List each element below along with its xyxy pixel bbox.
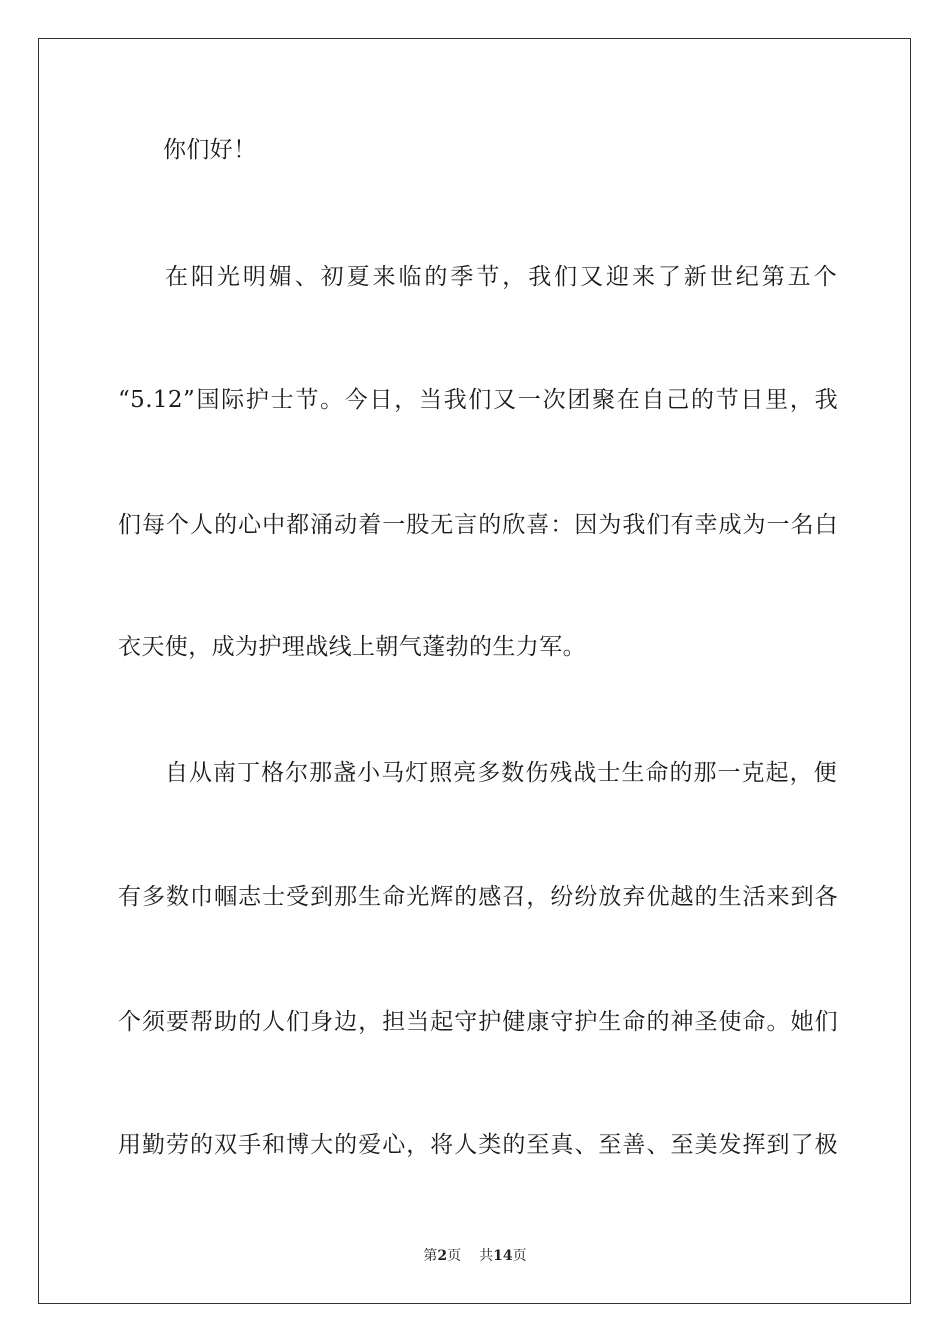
page-footer	[0, 1247, 950, 1265]
total-suffix: 页	[512, 1248, 527, 1264]
page-suffix: 页	[447, 1248, 462, 1264]
page-number: 2	[437, 1248, 448, 1264]
paragraph-2-line-4: 用勤劳的双手和博大的爱心，将人类的至真、至善、至美发挥到了极	[118, 1132, 838, 1158]
total-prefix: 共	[479, 1248, 494, 1264]
greeting-line: 你们好！	[163, 137, 257, 163]
paragraph-1-line-4: 衣天使，成为护理战线上朝气蓬勃的生力军。	[118, 634, 586, 660]
page-border	[38, 38, 911, 1304]
paragraph-1-line-3: 们每个人的心中都涌动着一股无言的欣喜：因为我们有幸成为一名白	[118, 512, 838, 538]
total-pages: 14	[493, 1248, 513, 1264]
paragraph-1-line-1: 在阳光明媚、初夏来临的季节，我们又迎来了新世纪第五个	[165, 264, 837, 290]
paragraph-2-line-2: 有多数巾帼志士受到那生命光辉的感召，纷纷放弃优越的生活来到各	[118, 884, 838, 910]
paragraph-2-line-1: 自从南丁格尔那盏小马灯照亮多数伤残战士生命的那一克起，便	[165, 760, 837, 786]
paragraph-1-line-2: “5.12”国际护士节。今日，当我们又一次团聚在自己的节日里，我	[118, 387, 838, 413]
page-prefix: 第	[423, 1248, 438, 1264]
paragraph-2-line-3: 个须要帮助的人们身边，担当起守护健康守护生命的神圣使命。她们	[118, 1009, 838, 1035]
